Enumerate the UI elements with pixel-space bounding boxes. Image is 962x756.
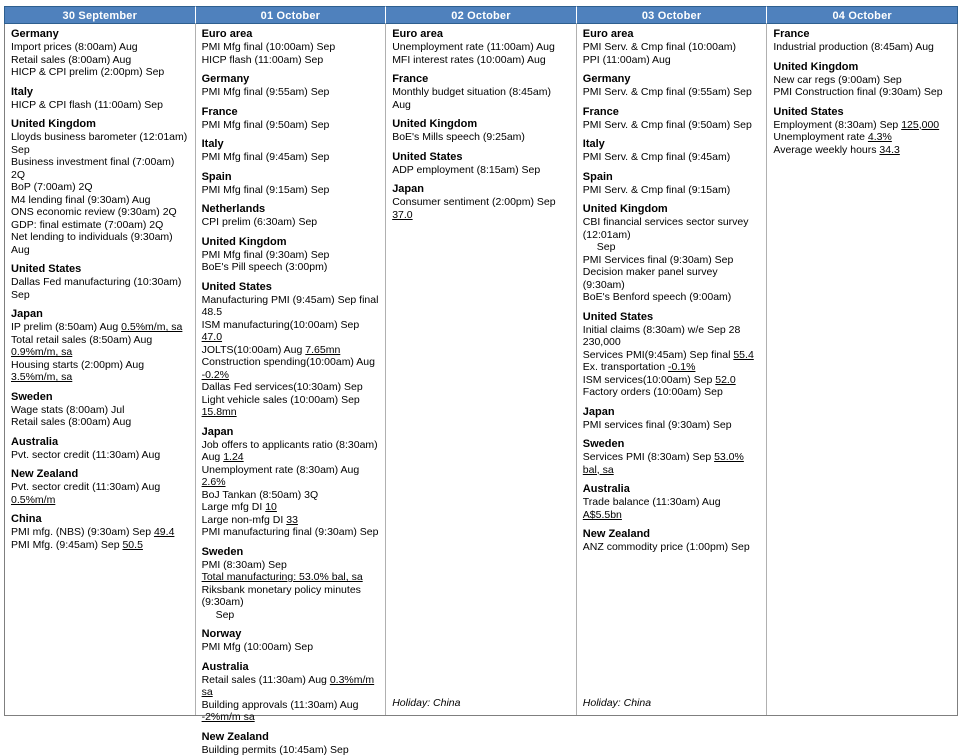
country-heading: Spain (583, 171, 762, 184)
event-item (202, 119, 381, 132)
event-text: Lloyds business barometer (12:01am) Sep (11, 131, 187, 156)
event-text: Services PMI(9:45am) Sep final (583, 349, 734, 361)
day-column (577, 24, 768, 715)
country-heading: Sweden (202, 546, 381, 559)
day-header: 30 September (4, 6, 196, 24)
country-heading: New Zealand (583, 528, 762, 541)
event-item (11, 539, 190, 552)
event-text: Sep (597, 241, 616, 253)
event-text: Consumer sentiment (2:00pm) Sep (392, 196, 555, 208)
day-events (773, 28, 952, 711)
event-text: Average weekly hours (773, 144, 879, 156)
country-heading: United States (773, 106, 952, 119)
event-text: PMI Services final (9:30am) Sep (583, 254, 734, 266)
event-item (583, 496, 762, 521)
country-heading: United States (583, 311, 762, 324)
event-item (202, 151, 381, 164)
day-column (386, 24, 577, 715)
day-events (583, 28, 762, 691)
country-heading: United States (11, 263, 190, 276)
day-column (767, 24, 957, 715)
event-item (583, 541, 762, 554)
event-item (392, 164, 571, 177)
event-text: PMI Mfg final (9:15am) Sep (202, 184, 330, 196)
country-heading: United Kingdom (773, 61, 952, 74)
event-item (202, 249, 381, 262)
country-heading: Italy (583, 138, 762, 151)
event-text: MFI interest rates (10:00am) Aug (392, 54, 545, 66)
country-heading: Japan (202, 426, 381, 439)
event-item (202, 381, 381, 394)
event-text: BoE's Pill speech (3:00pm) (202, 261, 328, 273)
event-value: 53.0% bal, sa (583, 451, 744, 476)
event-text: Import prices (8:00am) Aug (11, 41, 138, 53)
event-text: PMI Serv. & Cmp final (9:45am) (583, 151, 730, 163)
holiday-note: Holiday: China (392, 691, 571, 711)
event-text: JOLTS(10:00am) Aug (202, 344, 306, 356)
event-text: PMI (8:30am) Sep (202, 559, 287, 571)
event-text: PMI Mfg (10:00am) Sep (202, 641, 313, 653)
country-heading: Japan (11, 308, 190, 321)
event-text: Industrial production (8:45am) Aug (773, 41, 934, 53)
event-text: HICP & CPI prelim (2:00pm) Sep (11, 66, 164, 78)
event-text: Total retail sales (8:50am) Aug (11, 334, 152, 346)
event-item (11, 219, 190, 232)
event-text: Wage stats (8:00am) Jul (11, 404, 124, 416)
event-item (583, 216, 762, 241)
event-item (11, 404, 190, 417)
event-item (583, 361, 762, 374)
country-heading: Netherlands (202, 203, 381, 216)
event-item (202, 41, 381, 54)
event-value: 49.4 (154, 526, 174, 538)
event-text: Initial claims (8:30am) w/e Sep 28 230,000 (583, 324, 741, 349)
event-text: Retail sales (8:00am) Aug (11, 54, 131, 66)
event-item (202, 184, 381, 197)
event-text: CPI prelim (6:30am) Sep (202, 216, 318, 228)
event-text: Net lending to individuals (9:30am) Aug (11, 231, 173, 256)
event-item (11, 181, 190, 194)
event-text: BoE's Benford speech (9:00am) (583, 291, 732, 303)
event-text: BoJ Tankan (8:50am) 3Q (202, 489, 319, 501)
event-value: 7.65mn (305, 344, 340, 356)
event-text: Pvt. sector credit (11:30am) Aug (11, 449, 160, 461)
event-item (202, 514, 381, 527)
event-item (202, 526, 381, 539)
event-item (392, 54, 571, 67)
event-item (11, 416, 190, 429)
event-text: Ex. transportation (583, 361, 668, 373)
event-text: Manufacturing PMI (9:45am) Sep final 48.5 (202, 294, 379, 319)
event-item (11, 449, 190, 462)
event-text: PMI Mfg final (9:50am) Sep (202, 119, 330, 131)
event-text: PMI mfg. (NBS) (9:30am) Sep (11, 526, 154, 538)
event-text: Riksbank monetary policy minutes (9:30am) (202, 584, 361, 609)
event-value: 47.0 (202, 331, 222, 343)
event-item (583, 119, 762, 132)
event-value: 4.3% (868, 131, 892, 143)
event-item (202, 674, 381, 699)
day-column (5, 24, 196, 715)
event-item (583, 349, 762, 362)
event-item (11, 131, 190, 156)
event-item (583, 324, 762, 349)
event-value: 0.5%m/m (11, 494, 55, 506)
event-value: 2.6% (202, 476, 226, 488)
event-text: New car regs (9:00am) Sep (773, 74, 901, 86)
country-heading: Japan (583, 406, 762, 419)
event-value: 50.5 (122, 539, 142, 551)
event-text: Business investment final (7:00am) 2Q (11, 156, 174, 181)
event-item (583, 291, 762, 304)
event-text: PPI (11:00am) Aug (583, 54, 671, 66)
event-item (11, 156, 190, 181)
event-value: 52.0 (715, 374, 735, 386)
event-value: 33 (286, 514, 298, 526)
event-item (202, 356, 381, 381)
country-heading: New Zealand (202, 731, 381, 744)
event-text: GDP: final estimate (7:00am) 2Q (11, 219, 163, 231)
event-text: Services PMI (8:30am) Sep (583, 451, 714, 463)
event-item (202, 584, 381, 609)
country-heading: France (583, 106, 762, 119)
event-text: PMI Mfg final (9:45am) Sep (202, 151, 330, 163)
event-item (583, 451, 762, 476)
event-item (773, 144, 952, 157)
event-text: PMI Mfg. (9:45am) Sep (11, 539, 122, 551)
event-item (202, 86, 381, 99)
event-item (583, 184, 762, 197)
event-text: ADP employment (8:15am) Sep (392, 164, 540, 176)
event-item (11, 334, 190, 359)
event-item (202, 501, 381, 514)
event-value: -0.2% (202, 369, 229, 381)
event-text: BoE's Mills speech (9:25am) (392, 131, 525, 143)
event-item (202, 294, 381, 319)
event-value: -2%m/m sa (202, 711, 255, 723)
event-item (583, 151, 762, 164)
event-value: 0.3%m/m sa (202, 674, 375, 699)
event-value: 0.9%m/m, sa (11, 346, 72, 358)
event-item (11, 206, 190, 219)
event-text: Unemployment rate (11:00am) Aug (392, 41, 555, 53)
event-value: 34.3 (879, 144, 899, 156)
event-item (773, 86, 952, 99)
event-text: PMI Serv. & Cmp final (10:00am) (583, 41, 736, 53)
event-item (11, 481, 190, 506)
event-text: Unemployment rate (773, 131, 868, 143)
country-heading: Euro area (202, 28, 381, 41)
event-item (11, 321, 190, 334)
event-text: IP prelim (8:50am) Aug (11, 321, 121, 333)
event-text: PMI services final (9:30am) Sep (583, 419, 732, 431)
event-text: Dallas Fed manufacturing (10:30am) Sep (11, 276, 181, 301)
country-heading: France (202, 106, 381, 119)
event-text: HICP & CPI flash (11:00am) Sep (11, 99, 163, 111)
country-heading: Australia (583, 483, 762, 496)
event-item (202, 571, 381, 584)
country-heading: Norway (202, 628, 381, 641)
event-item (583, 41, 762, 54)
event-value: 3.5%m/m, sa (11, 371, 72, 383)
calendar-header-row (4, 6, 958, 24)
event-text: PMI manufacturing final (9:30am) Sep (202, 526, 379, 538)
country-heading: United Kingdom (583, 203, 762, 216)
country-heading: Sweden (11, 391, 190, 404)
event-text: Trade balance (11:30am) Aug (583, 496, 721, 508)
event-text: Light vehicle sales (10:00am) Sep (202, 394, 360, 406)
day-header: 01 October (196, 6, 387, 24)
event-item (392, 86, 571, 111)
event-item (11, 54, 190, 67)
event-value: 55.4 (733, 349, 753, 361)
event-value: 125,000 (901, 119, 939, 131)
day-events (202, 28, 381, 756)
event-item (11, 41, 190, 54)
event-text: Pvt. sector credit (11:30am) Aug (11, 481, 160, 493)
event-text: ISM manufacturing(10:00am) Sep (202, 319, 360, 331)
event-item (202, 559, 381, 572)
event-text: Retail sales (8:00am) Aug (11, 416, 131, 428)
event-text: Sep (216, 609, 235, 621)
event-value: A$5.5bn (583, 509, 622, 521)
country-heading: China (11, 513, 190, 526)
country-heading: Sweden (583, 438, 762, 451)
event-text: PMI Mfg final (9:55am) Sep (202, 86, 330, 98)
country-heading: New Zealand (11, 468, 190, 481)
event-item (11, 526, 190, 539)
event-item (392, 41, 571, 54)
event-text: Employment (8:30am) Sep (773, 119, 901, 131)
event-text: PMI Serv. & Cmp final (9:50am) Sep (583, 119, 752, 131)
event-text: CBI financial services sector survey (12:01am) (583, 216, 749, 241)
day-header: 04 October (767, 6, 958, 24)
event-item (392, 196, 571, 221)
event-text: Job offers to applicants ratio (8:30am) Aug (202, 439, 378, 464)
event-item (202, 439, 381, 464)
event-text: Dallas Fed services(10:30am) Sep (202, 381, 363, 393)
country-heading: Spain (202, 171, 381, 184)
country-heading: Japan (392, 183, 571, 196)
country-heading: Italy (11, 86, 190, 99)
event-text: Building permits (10:45am) Sep (202, 744, 349, 756)
event-item (583, 374, 762, 387)
country-heading: United Kingdom (392, 118, 571, 131)
event-value: 15.8mn (202, 406, 237, 418)
event-text: ONS economic review (9:30am) 2Q (11, 206, 177, 218)
event-item (773, 74, 952, 87)
event-item (583, 86, 762, 99)
country-heading: United States (392, 151, 571, 164)
event-value: 10 (265, 501, 277, 513)
event-item (583, 241, 762, 254)
country-heading: Italy (202, 138, 381, 151)
event-text: Monthly budget situation (8:45am) Aug (392, 86, 551, 111)
event-item (202, 699, 381, 724)
event-item (773, 119, 952, 132)
event-text: PMI Mfg final (10:00am) Sep (202, 41, 336, 53)
country-heading: Euro area (583, 28, 762, 41)
event-item (202, 261, 381, 274)
event-item (202, 464, 381, 489)
day-header: 02 October (386, 6, 577, 24)
event-text: PMI Mfg final (9:30am) Sep (202, 249, 330, 261)
event-item (202, 489, 381, 502)
event-item (583, 54, 762, 67)
event-text: PMI Construction final (9:30am) Sep (773, 86, 942, 98)
event-item (583, 266, 762, 291)
event-item (202, 54, 381, 67)
event-text: Retail sales (11:30am) Aug (202, 674, 330, 686)
event-text: ANZ commodity price (1:00pm) Sep (583, 541, 750, 553)
event-item (202, 394, 381, 419)
event-text: HICP flash (11:00am) Sep (202, 54, 324, 66)
event-item (11, 99, 190, 112)
day-events (392, 28, 571, 691)
day-column (196, 24, 387, 715)
day-header: 03 October (577, 6, 768, 24)
country-heading: United States (202, 281, 381, 294)
event-text: Construction spending(10:00am) Aug (202, 356, 375, 368)
event-text: Factory orders (10:00am) Sep (583, 386, 723, 398)
country-heading: Germany (11, 28, 190, 41)
event-item (11, 231, 190, 256)
event-text: Housing starts (2:00pm) Aug (11, 359, 144, 371)
event-text: Decision maker panel survey (9:30am) (583, 266, 718, 291)
event-value: 37.0 (392, 209, 412, 221)
event-item (392, 131, 571, 144)
event-item (11, 276, 190, 301)
event-item (202, 609, 381, 622)
event-item (11, 359, 190, 384)
country-heading: Germany (202, 73, 381, 86)
day-events (11, 28, 190, 711)
event-text: BoP (7:00am) 2Q (11, 181, 93, 193)
event-item (202, 344, 381, 357)
event-value: -0.1% (668, 361, 695, 373)
event-text: Large mfg DI (202, 501, 266, 513)
event-text: M4 lending final (9:30am) Aug (11, 194, 151, 206)
event-value: Total manufacturing: 53.0% bal, sa (202, 571, 363, 583)
country-heading: France (773, 28, 952, 41)
country-heading: United Kingdom (11, 118, 190, 131)
event-item (11, 66, 190, 79)
country-heading: Euro area (392, 28, 571, 41)
event-item (773, 41, 952, 54)
event-value: 0.5%m/m, sa (121, 321, 182, 333)
country-heading: United Kingdom (202, 236, 381, 249)
event-item (583, 254, 762, 267)
event-item (583, 419, 762, 432)
event-value: 1.24 (223, 451, 243, 463)
event-item (583, 386, 762, 399)
event-item (773, 131, 952, 144)
event-item (202, 744, 381, 756)
event-text: Building approvals (11:30am) Aug (202, 699, 359, 711)
country-heading: Australia (202, 661, 381, 674)
country-heading: France (392, 73, 571, 86)
event-text: PMI Serv. & Cmp final (9:55am) Sep (583, 86, 752, 98)
event-item (202, 216, 381, 229)
holiday-note: Holiday: China (583, 691, 762, 711)
event-item (202, 319, 381, 344)
event-text: Large non-mfg DI (202, 514, 287, 526)
country-heading: Australia (11, 436, 190, 449)
calendar-body-row (4, 24, 958, 716)
event-item (11, 194, 190, 207)
event-item (202, 641, 381, 654)
country-heading: Germany (583, 73, 762, 86)
event-text: PMI Serv. & Cmp final (9:15am) (583, 184, 730, 196)
event-text: Unemployment rate (8:30am) Aug (202, 464, 360, 476)
event-text: ISM services(10:00am) Sep (583, 374, 715, 386)
